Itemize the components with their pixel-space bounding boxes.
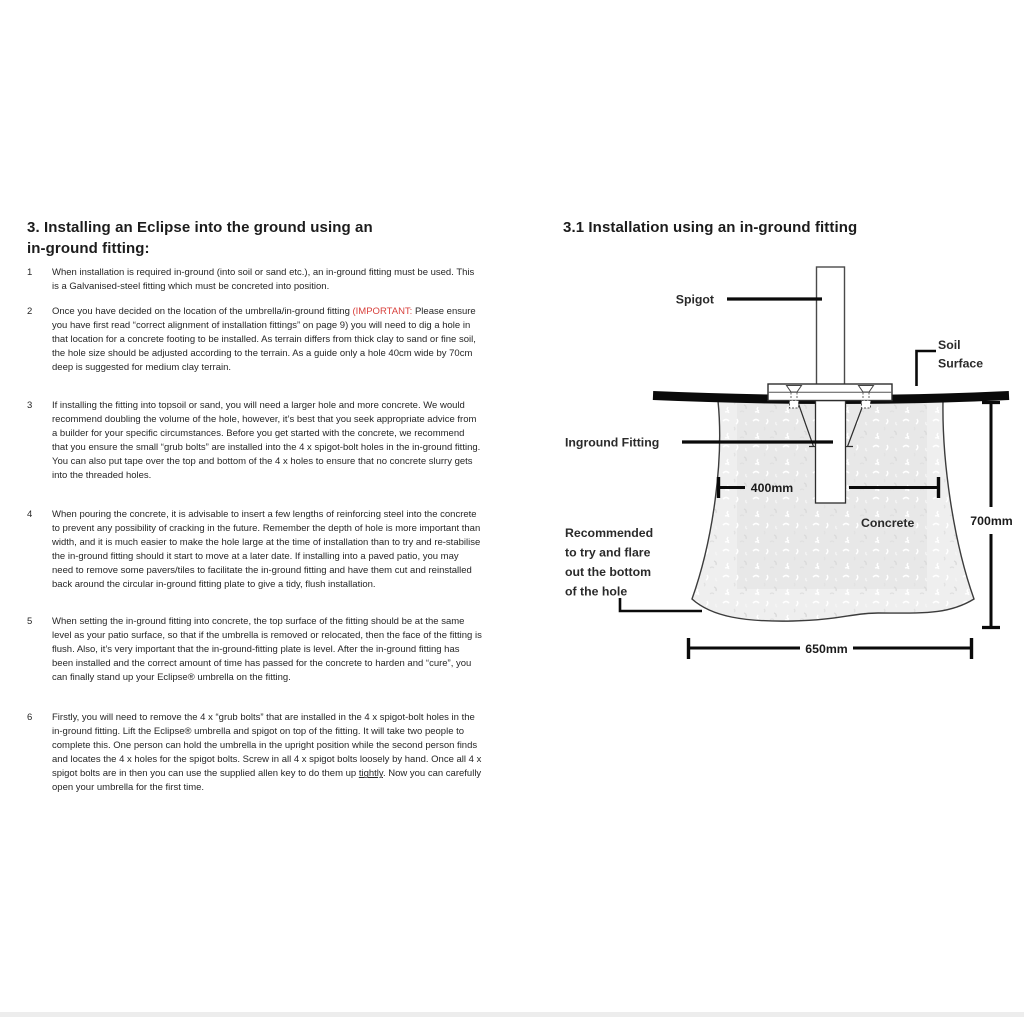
item-text-run: Please ensure you have first read “correct alignment of installation fittings” on page 9) you will need to dig a hole in that location for a concrete footing to be installed. As terrain differs from thick clay to sand or fine soil, the hole size should be adjusted according to the terrain. As a guide only a hole 40cm wide by 70cm deep is suggested for medium clay terrain. (52, 306, 476, 374)
item-number: 4 (27, 509, 33, 520)
flare-note-line1: Recommended (565, 526, 654, 540)
label-spigot (676, 293, 822, 307)
item-text-run: When setting the in-ground fitting into concrete, the top surface of the fitting should be at the same level as your patio surface, so that if the umbrella is removed or relocated, then the face of the fitting is flush. Also, it’s very important that the in-ground-fitting plate is level. After the in-ground fitting has been installed and the correct amount of time has passed for the concrete to harden and “cure”, you can finally stand up your Eclipse® umbrella on the fitting. (52, 616, 482, 684)
label-soil-surface (917, 338, 984, 386)
diagram-title: 3.1 Installation using an in-ground fitting (563, 219, 858, 236)
fitting-tube (816, 401, 846, 504)
dim-700mm (970, 403, 1012, 628)
item-number: 3 (27, 400, 33, 411)
bolt-nut-dashed (862, 401, 871, 409)
item-text-run: Firstly, you will need to remove the 4 x “grub bolts” that are installed in the 4 x spigot-bolt holes in the in-ground fitting. Lift the Eclipse® umbrella and spigot on top of the fitting. It will take two people to complete this. One person can hold the umbrella in the upright position while the second person finds and locates the 4 x holes for the spigot bolts. Screw in all 4 x spigot bolts loosely by hand. Once all 4 x spigot bolts are in then you can use the supplied allen key to do them up (52, 712, 482, 780)
flare-note-line2: to try and flare (565, 545, 651, 560)
soil-label-line1: Soil (938, 338, 961, 352)
dim-700-text: 700mm (970, 514, 1013, 528)
inground-fitting-label-text: Inground Fitting (565, 435, 660, 450)
item-number: 1 (27, 267, 33, 278)
item-number: 5 (27, 616, 33, 627)
label-flare-note (565, 526, 702, 611)
item-text-run: Once you have decided on the location of the umbrella/in-ground fitting (52, 306, 353, 317)
item-number: 6 (27, 712, 33, 723)
section-heading-line2: in-ground fitting: (27, 239, 150, 257)
item-text-run: . Now you can carefully open your umbrella for the first time. (52, 768, 482, 794)
item-text-run: If installing the fitting into topsoil or sand, you will need a larger hole and more concrete. We would recommend doubling the volume of the hole, however, it’s best that you seek appropriate advice from a builder for your specific circumstances. Before you get started with the concrete, we recommend that you ensure the small “grub bolts” are installed into the 4 x spigot-bolt holes in the in-ground fitting. You can also put tape over the top and bottom of the 4 x holes to ensure that no concrete slurry gets into the threaded holes. (52, 400, 481, 482)
important-note: (IMPORTANT: (352, 306, 413, 317)
soil-label-bracket (917, 351, 937, 386)
flare-note-line3: out the bottom (565, 565, 652, 579)
spigot-label-text: Spigot (675, 292, 714, 307)
underlined-word: tightly (358, 768, 383, 780)
flare-note-line4: of the hole (565, 584, 628, 599)
label-concrete: Concrete (861, 516, 915, 530)
dim-650mm (688, 638, 972, 659)
soil-label-line2: Surface (938, 356, 984, 371)
item-text-run: When pouring the concrete, it is advisable to insert a few lengths of reinforcing steel into the concrete to prevent any possibility of cracking in the future. Remember the depth of hole is more important than width, and it is much easier to make the hole large at the time of installation than to try and re-stabilise the in-ground fitting should it start to move at a later date. If installing into a paved patio, you may need to remove some pavers/tiles to facilitate the in-ground fitting and have them cut and reinstalled back around the circular in-ground fitting plate to give a tidy, flush installation. (52, 509, 481, 591)
section-heading-line1: 3. Installing an Eclipse into the ground using an (27, 219, 373, 236)
page-bottom-edge (0, 1012, 1024, 1017)
spigot-tube (817, 267, 845, 385)
flare-note-bracket (620, 598, 702, 611)
bolt-nut-dashed (790, 401, 799, 409)
item-number: 2 (27, 306, 33, 317)
dim-400-text: 400mm (750, 481, 794, 495)
item-text-run: When installation is required in-ground (into soil or sand etc.), an in-ground fitting must be used. This is a Galvanised-steel fitting which must be concreted into position. (52, 267, 475, 293)
dim-650-text: 650mm (805, 642, 848, 656)
